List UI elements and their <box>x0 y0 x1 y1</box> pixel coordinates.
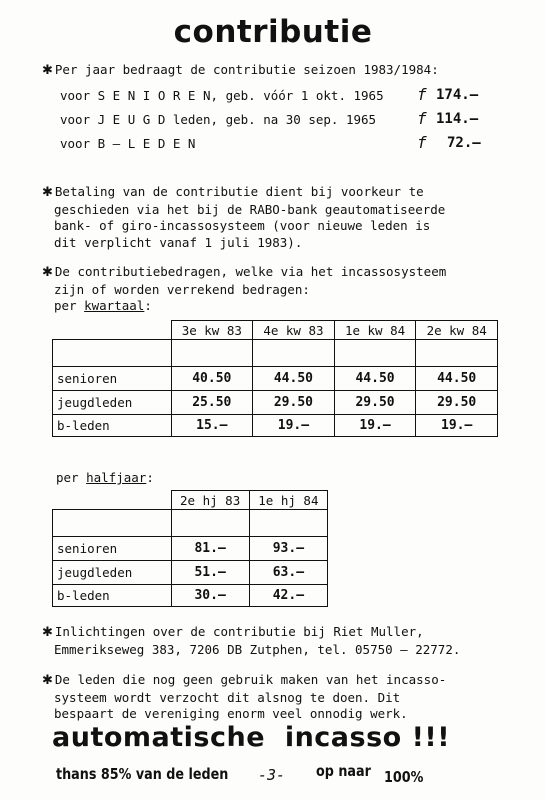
guilder-sign: f <box>417 109 427 128</box>
table-row: jeugdleden 25.50 29.50 29.50 29.50 <box>53 391 498 415</box>
bullet-star-icon: ✱ <box>42 63 53 78</box>
intro-text: Per jaar bedraagt de contributie seizoen 1983/1984: <box>54 62 439 77</box>
table-header: 2e kw 84 <box>416 321 498 340</box>
quarter-table <box>52 320 498 437</box>
fee-amount-seniors: 174.– <box>436 87 479 103</box>
page-title: contributie <box>173 14 373 50</box>
page-number: -3- <box>258 766 286 784</box>
half-label: per halfjaar: <box>56 470 154 485</box>
bullet-star-icon: ✱ <box>42 625 53 640</box>
table-row: senioren 81.– 93.– <box>53 537 328 561</box>
table-header: 3e kw 83 <box>171 321 253 340</box>
slogan: automatische incasso !!! <box>52 722 451 753</box>
footer-left: thans 85% van de leden <box>56 765 229 783</box>
bullet-star-icon: ✱ <box>42 185 53 200</box>
footer-right: 100% <box>384 768 424 786</box>
fee-row-b-members: voor B – L E D E N <box>60 136 196 151</box>
table-row: b-leden 30.– 42.– <box>53 585 328 607</box>
guilder-sign: f <box>417 133 427 152</box>
table-row: jeugdleden 51.– 63.– <box>53 561 328 585</box>
quarter-label: per kwartaal: <box>54 298 152 313</box>
table-header: 4e kw 83 <box>253 321 335 340</box>
bullet-star-icon: ✱ <box>42 673 53 688</box>
table-row: senioren 40.50 44.50 44.50 44.50 <box>53 367 498 391</box>
payment-paragraph: ✱ Betaling van de contributie dient bij voorkeur te geschieden via het bij de RABO-bank geautomatiseerde bank- of giro-incassosysteem (voor nieuwe leden is dit verplicht vanaf 1 juli 1983). <box>42 184 446 250</box>
fee-row-youth: voor J E U G D leden, geb. na 30 sep. 1965 <box>60 112 377 127</box>
request-paragraph: ✱ De leden die nog geen gebruik maken van het incasso- systeem wordt verzocht dit alsnog te doen. Dit bespaart de vereniging enorm veel onnodig werk. <box>42 672 447 721</box>
guilder-sign: f <box>417 85 427 104</box>
footer-mid: op naar <box>316 762 371 780</box>
fee-row-seniors: voor S E N I O R E N, geb. vóór 1 okt. 1965 <box>60 88 384 103</box>
table-header: 1e hj 84 <box>249 491 327 510</box>
incasso-paragraph: ✱ De contributiebedragen, welke via het incassosysteem zijn of worden verrekend bedragen: per kwartaal: <box>42 264 447 313</box>
table-header: 1e kw 84 <box>334 321 416 340</box>
intro-line <box>42 62 439 80</box>
fee-amount-b-members: 72.– <box>447 135 481 151</box>
info-paragraph: ✱ Inlichtingen over de contributie bij Riet Muller, Emmerikseweg 383, 7206 DB Zutphen, tel. 05750 – 22772. <box>42 624 461 657</box>
table-row: b-leden 15.– 19.– 19.– 19.– <box>53 415 498 437</box>
bullet-star-icon: ✱ <box>42 265 53 280</box>
table-header: 2e hj 83 <box>171 491 249 510</box>
half-year-table <box>52 490 328 607</box>
fee-amount-youth: 114.– <box>436 111 479 127</box>
